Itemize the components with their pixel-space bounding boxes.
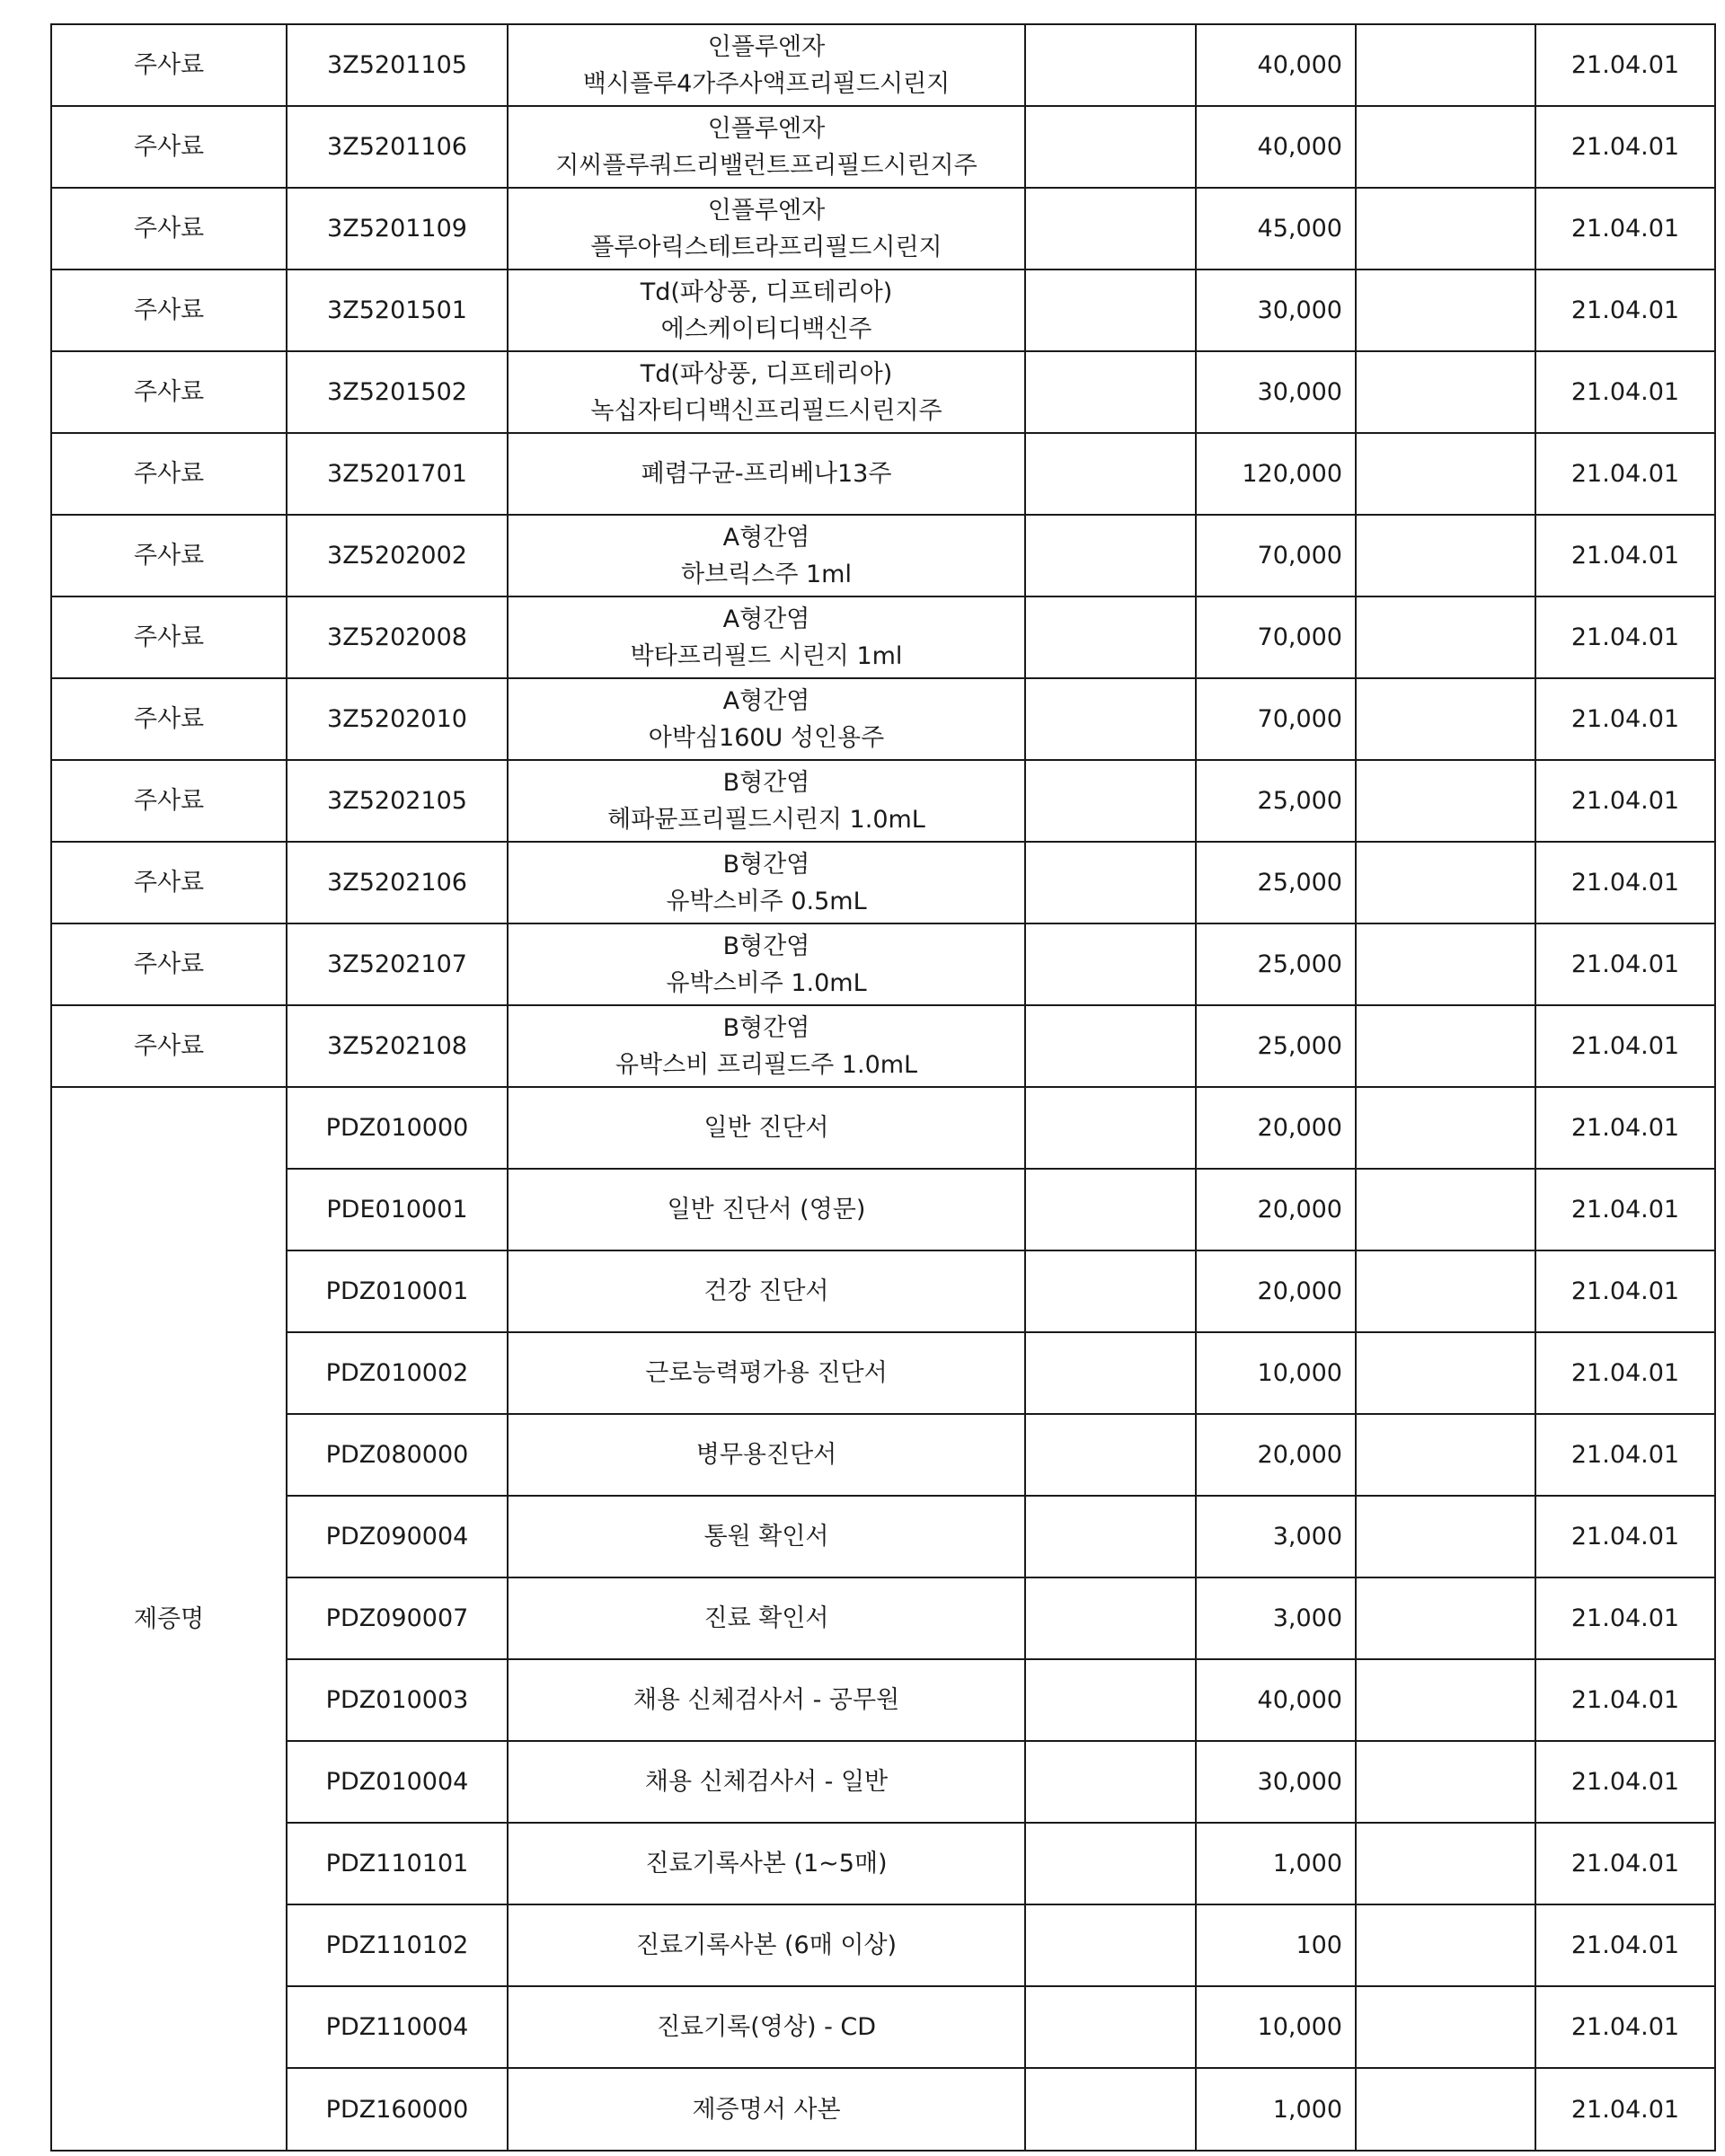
- empty-cell: [1356, 351, 1535, 433]
- item-name-cell: [508, 270, 1025, 351]
- item-name-line-1: B형간염: [722, 1013, 810, 1042]
- table-row: [51, 2068, 1715, 2151]
- code-cell: PDE010001: [287, 1169, 508, 1250]
- code-cell: 3Z5202105: [287, 760, 508, 842]
- price-cell: 70,000: [1196, 515, 1356, 596]
- table-row: [51, 1496, 1715, 1577]
- code-cell: 3Z5201109: [287, 188, 508, 270]
- empty-cell: [1356, 596, 1535, 678]
- code-cell: 3Z5202107: [287, 923, 508, 1005]
- price-cell: 45,000: [1196, 188, 1356, 270]
- date-cell: 21.04.01: [1535, 270, 1715, 351]
- item-name-line-2: 에스케이티디백신주: [660, 314, 872, 343]
- date-cell: 21.04.01: [1535, 678, 1715, 760]
- table-row: [51, 1332, 1715, 1414]
- item-name-cell: 진료기록(영상) - CD: [508, 1986, 1025, 2068]
- price-cell: 10,000: [1196, 1332, 1356, 1414]
- empty-cell: [1356, 1414, 1535, 1496]
- item-name-line-1: Td(파상풍, 디프테리아): [640, 278, 893, 306]
- category-cell: 주사료: [51, 760, 287, 842]
- code-cell: 3Z5202108: [287, 1005, 508, 1087]
- table-row: [51, 188, 1715, 270]
- item-name-line-1: A형간염: [722, 686, 810, 715]
- empty-cell: [1025, 1741, 1196, 1823]
- empty-cell: [1356, 1659, 1535, 1741]
- table-row: [51, 1741, 1715, 1823]
- code-cell: 3Z5202106: [287, 842, 508, 923]
- item-name-line-2: 녹십자티디백신프리필드시린지주: [590, 396, 942, 425]
- price-cell: 25,000: [1196, 923, 1356, 1005]
- price-cell: 40,000: [1196, 106, 1356, 188]
- empty-cell: [1025, 515, 1196, 596]
- empty-cell: [1025, 351, 1196, 433]
- table-row: [51, 1986, 1715, 2068]
- empty-cell: [1356, 1496, 1535, 1577]
- empty-cell: [1356, 1087, 1535, 1169]
- item-name-cell: 채용 신체검사서 - 일반: [508, 1741, 1025, 1823]
- price-cell: 20,000: [1196, 1169, 1356, 1250]
- code-cell: PDZ110102: [287, 1904, 508, 1986]
- table-row: [51, 351, 1715, 433]
- empty-cell: [1025, 1496, 1196, 1577]
- empty-cell: [1356, 1986, 1535, 2068]
- table-row: [51, 1659, 1715, 1741]
- date-cell: 21.04.01: [1535, 106, 1715, 188]
- item-name-line-2: 유박스비주 0.5mL: [666, 887, 867, 915]
- price-cell: 25,000: [1196, 760, 1356, 842]
- category-cell: 주사료: [51, 188, 287, 270]
- price-cell: 70,000: [1196, 596, 1356, 678]
- date-cell: 21.04.01: [1535, 1087, 1715, 1169]
- table-row: [51, 1087, 1715, 1169]
- date-cell: 21.04.01: [1535, 1496, 1715, 1577]
- code-cell: 3Z5201105: [287, 24, 508, 106]
- item-name-line-2: 유박스비 프리필드주 1.0mL: [615, 1050, 918, 1079]
- code-cell: PDZ010003: [287, 1659, 508, 1741]
- empty-cell: [1356, 515, 1535, 596]
- item-name-line-1: 인플루엔자: [707, 32, 826, 61]
- empty-cell: [1356, 1005, 1535, 1087]
- date-cell: 21.04.01: [1535, 351, 1715, 433]
- item-name-line-1: 폐렴구균-프리베나13주: [641, 460, 892, 488]
- empty-cell: [1025, 1904, 1196, 1986]
- empty-cell: [1025, 760, 1196, 842]
- empty-cell: [1356, 760, 1535, 842]
- price-cell: 3,000: [1196, 1496, 1356, 1577]
- category-cell: 제증명: [51, 1087, 287, 2151]
- code-cell: PDZ090007: [287, 1577, 508, 1659]
- table-row: [51, 842, 1715, 923]
- category-cell: 주사료: [51, 433, 287, 515]
- item-name-cell: [508, 106, 1025, 188]
- empty-cell: [1025, 1577, 1196, 1659]
- item-name-cell: 진료기록사본 (6매 이상): [508, 1904, 1025, 1986]
- table-row: [51, 433, 1715, 515]
- empty-cell: [1025, 1823, 1196, 1904]
- code-cell: PDZ110004: [287, 1986, 508, 2068]
- item-name-line-1: B형간염: [722, 850, 810, 879]
- table-row: [51, 515, 1715, 596]
- price-cell: 1,000: [1196, 1823, 1356, 1904]
- item-name-line-2: 하브릭스주 1ml: [681, 560, 852, 588]
- empty-cell: [1025, 596, 1196, 678]
- date-cell: 21.04.01: [1535, 1904, 1715, 1986]
- table-row: [51, 1577, 1715, 1659]
- empty-cell: [1025, 24, 1196, 106]
- empty-cell: [1025, 678, 1196, 760]
- category-cell: 주사료: [51, 842, 287, 923]
- date-cell: 21.04.01: [1535, 1741, 1715, 1823]
- empty-cell: [1025, 433, 1196, 515]
- price-cell: 30,000: [1196, 1741, 1356, 1823]
- item-name-cell: 진료기록사본 (1~5매): [508, 1823, 1025, 1904]
- date-cell: 21.04.01: [1535, 760, 1715, 842]
- code-cell: 3Z5201106: [287, 106, 508, 188]
- item-name-cell: [508, 678, 1025, 760]
- empty-cell: [1356, 1169, 1535, 1250]
- empty-cell: [1356, 270, 1535, 351]
- item-name-cell: 일반 진단서: [508, 1087, 1025, 1169]
- price-cell: 40,000: [1196, 24, 1356, 106]
- date-cell: 21.04.01: [1535, 24, 1715, 106]
- table-row: [51, 1169, 1715, 1250]
- table-row: [51, 106, 1715, 188]
- price-cell: 3,000: [1196, 1577, 1356, 1659]
- date-cell: 21.04.01: [1535, 1005, 1715, 1087]
- item-name-cell: [508, 351, 1025, 433]
- empty-cell: [1025, 106, 1196, 188]
- code-cell: 3Z5202010: [287, 678, 508, 760]
- code-cell: PDZ010002: [287, 1332, 508, 1414]
- empty-cell: [1356, 433, 1535, 515]
- code-cell: PDZ010001: [287, 1250, 508, 1332]
- empty-cell: [1356, 1332, 1535, 1414]
- table-body: [51, 24, 1715, 2151]
- empty-cell: [1356, 842, 1535, 923]
- price-cell: 120,000: [1196, 433, 1356, 515]
- item-name-cell: [508, 433, 1025, 515]
- item-name-line-1: 인플루엔자: [707, 196, 826, 225]
- empty-cell: [1025, 270, 1196, 351]
- date-cell: 21.04.01: [1535, 923, 1715, 1005]
- price-cell: 10,000: [1196, 1986, 1356, 2068]
- table-row: [51, 923, 1715, 1005]
- item-name-line-1: B형간염: [722, 932, 810, 960]
- empty-cell: [1356, 1904, 1535, 1986]
- price-cell: 20,000: [1196, 1087, 1356, 1169]
- date-cell: 21.04.01: [1535, 1169, 1715, 1250]
- empty-cell: [1025, 1087, 1196, 1169]
- item-name-cell: 채용 신체검사서 - 공무원: [508, 1659, 1025, 1741]
- table-row: [51, 596, 1715, 678]
- empty-cell: [1356, 1741, 1535, 1823]
- code-cell: PDZ110101: [287, 1823, 508, 1904]
- item-name-line-1: A형간염: [722, 605, 810, 633]
- empty-cell: [1025, 923, 1196, 1005]
- item-name-line-2: 유박스비주 1.0mL: [666, 968, 867, 997]
- empty-cell: [1025, 1332, 1196, 1414]
- item-name-line-2: 박타프리필드 시린지 1ml: [630, 641, 903, 670]
- date-cell: 21.04.01: [1535, 1986, 1715, 2068]
- table-row: [51, 1904, 1715, 1986]
- category-cell: 주사료: [51, 24, 287, 106]
- date-cell: 21.04.01: [1535, 2068, 1715, 2151]
- empty-cell: [1025, 1414, 1196, 1496]
- item-name-cell: 제증명서 사본: [508, 2068, 1025, 2151]
- item-name-cell: 일반 진단서 (영문): [508, 1169, 1025, 1250]
- date-cell: 21.04.01: [1535, 1823, 1715, 1904]
- date-cell: 21.04.01: [1535, 596, 1715, 678]
- table-row: [51, 270, 1715, 351]
- item-name-line-2: 플루아릭스테트라프리필드시린지: [590, 233, 942, 261]
- item-name-line-2: 아박심160U 성인용주: [648, 723, 885, 752]
- date-cell: 21.04.01: [1535, 515, 1715, 596]
- price-cell: 25,000: [1196, 842, 1356, 923]
- empty-cell: [1025, 842, 1196, 923]
- empty-cell: [1025, 1659, 1196, 1741]
- empty-cell: [1025, 188, 1196, 270]
- empty-cell: [1356, 24, 1535, 106]
- category-cell: 주사료: [51, 596, 287, 678]
- table-row: [51, 1823, 1715, 1904]
- price-cell: 40,000: [1196, 1659, 1356, 1741]
- price-cell: 30,000: [1196, 270, 1356, 351]
- table-row: [51, 678, 1715, 760]
- price-cell: 20,000: [1196, 1250, 1356, 1332]
- empty-cell: [1025, 1169, 1196, 1250]
- table-row: [51, 760, 1715, 842]
- category-cell: 주사료: [51, 106, 287, 188]
- item-name-line-2: 지씨플루쿼드리밸런트프리필드시린지주: [555, 151, 978, 180]
- date-cell: 21.04.01: [1535, 433, 1715, 515]
- category-cell: 주사료: [51, 270, 287, 351]
- empty-cell: [1356, 1577, 1535, 1659]
- item-name-line-1: 인플루엔자: [707, 114, 826, 143]
- empty-cell: [1025, 2068, 1196, 2151]
- date-cell: 21.04.01: [1535, 188, 1715, 270]
- item-name-line-2: 헤파뮨프리필드시린지 1.0mL: [607, 805, 925, 834]
- item-name-cell: 건강 진단서: [508, 1250, 1025, 1332]
- code-cell: PDZ010004: [287, 1741, 508, 1823]
- item-name-cell: [508, 842, 1025, 923]
- category-cell: 주사료: [51, 351, 287, 433]
- code-cell: 3Z5201502: [287, 351, 508, 433]
- code-cell: 3Z5201501: [287, 270, 508, 351]
- category-cell: 주사료: [51, 678, 287, 760]
- code-cell: PDZ010000: [287, 1087, 508, 1169]
- empty-cell: [1025, 1005, 1196, 1087]
- item-name-cell: [508, 24, 1025, 106]
- item-name-line-1: Td(파상풍, 디프테리아): [640, 359, 893, 388]
- table-row: [51, 1250, 1715, 1332]
- item-name-cell: 진료 확인서: [508, 1577, 1025, 1659]
- empty-cell: [1356, 188, 1535, 270]
- item-name-cell: 병무용진단서: [508, 1414, 1025, 1496]
- empty-cell: [1356, 1823, 1535, 1904]
- price-cell: 100: [1196, 1904, 1356, 1986]
- category-cell: 주사료: [51, 923, 287, 1005]
- category-cell: 주사료: [51, 515, 287, 596]
- table-row: [51, 1005, 1715, 1087]
- category-cell: 주사료: [51, 1005, 287, 1087]
- item-name-cell: [508, 1005, 1025, 1087]
- empty-cell: [1025, 1250, 1196, 1332]
- item-name-cell: [508, 760, 1025, 842]
- table-row: [51, 24, 1715, 106]
- item-name-cell: [508, 923, 1025, 1005]
- item-name-cell: [508, 596, 1025, 678]
- price-cell: 25,000: [1196, 1005, 1356, 1087]
- date-cell: 21.04.01: [1535, 1332, 1715, 1414]
- item-name-line-1: A형간염: [722, 523, 810, 552]
- date-cell: 21.04.01: [1535, 1577, 1715, 1659]
- empty-cell: [1356, 923, 1535, 1005]
- empty-cell: [1356, 678, 1535, 760]
- code-cell: 3Z5202008: [287, 596, 508, 678]
- price-cell: 1,000: [1196, 2068, 1356, 2151]
- empty-cell: [1356, 1250, 1535, 1332]
- price-cell: 30,000: [1196, 351, 1356, 433]
- code-cell: 3Z5202002: [287, 515, 508, 596]
- empty-cell: [1025, 1986, 1196, 2068]
- code-cell: PDZ090004: [287, 1496, 508, 1577]
- date-cell: 21.04.01: [1535, 842, 1715, 923]
- item-name-line-2: 백시플루4가주사액프리필드시린지: [582, 69, 951, 98]
- item-name-line-1: B형간염: [722, 768, 810, 797]
- date-cell: 21.04.01: [1535, 1250, 1715, 1332]
- price-cell: 70,000: [1196, 678, 1356, 760]
- code-cell: 3Z5201701: [287, 433, 508, 515]
- item-name-cell: [508, 188, 1025, 270]
- table-row: [51, 1414, 1715, 1496]
- date-cell: 21.04.01: [1535, 1414, 1715, 1496]
- date-cell: 21.04.01: [1535, 1659, 1715, 1741]
- empty-cell: [1356, 2068, 1535, 2151]
- item-name-cell: 근로능력평가용 진단서: [508, 1332, 1025, 1414]
- code-cell: PDZ080000: [287, 1414, 508, 1496]
- code-cell: PDZ160000: [287, 2068, 508, 2151]
- price-cell: 20,000: [1196, 1414, 1356, 1496]
- empty-cell: [1356, 106, 1535, 188]
- fee-schedule-table: [50, 23, 1716, 2152]
- item-name-cell: 통원 확인서: [508, 1496, 1025, 1577]
- item-name-cell: [508, 515, 1025, 596]
